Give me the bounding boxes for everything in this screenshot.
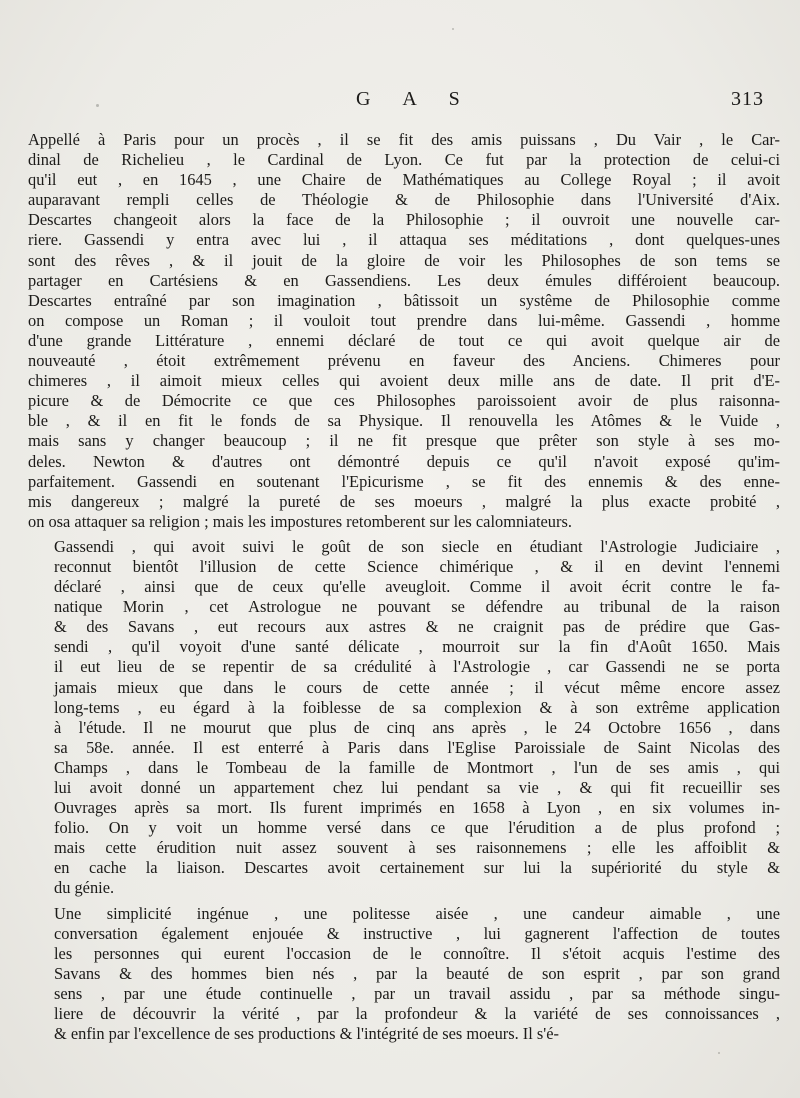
text-line: folio. On y voit un homme versé dans ce que l'érudition a de plus profond ; [54,818,780,838]
paragraph [28,904,780,1045]
text-line: Savans & des hommes bien nés , par la beauté de son esprit , par son grand [54,963,780,983]
text-line: partager en Cartésiens & en Gassendiens. Les deux émules différoient beaucoup. [28,270,780,290]
text-line: d'une grande Littérature , ennemi déclaré de tout ce qui avoit quelque air de [28,330,780,350]
text-line: les personnes qui eurent l'occasion de le connoître. Il s'étoit acquis l'estime des [54,943,780,963]
text-line: Ouvrages après sa mort. Ils furent imprimés en 1658 à Lyon , en six volumes in- [54,798,780,818]
text-line: natique Morin , cet Astrologue ne pouvant se défendre au tribunal de la raison [54,597,780,617]
text-line: Descartes entraîné par son imagination , bâtissoit un systême de Philosophie comme [28,290,780,310]
text-line: jamais mieux que dans le cours de cette année ; il vécut même encore assez [54,677,780,697]
body-text [28,130,780,1044]
print-speck [452,28,454,30]
text-line: Descartes changeoit alors la face de la Philosophie ; il ouvroit une nouvelle car- [28,210,780,230]
running-head [0,88,800,116]
text-line: conversation également enjouée & instructive , lui gagnerent l'affection de toutes [54,923,780,943]
text-line: il eut lieu de se repentir de sa crédulité à l'Astrologie , car Gassendi ne se porta [54,657,780,677]
text-line: lui avoit donné un appartement chez lui pendant sa vie , & qui fit recueillir ses [54,778,780,797]
text-line: sendi , qu'il voyoit d'une santé délicate , mourroit sur la fin d'Août 1650. Mais [54,637,780,657]
print-speck [96,104,99,107]
text-line: mis dangereux ; malgré la pureté de ses moeurs , malgré la plus exacte probité , [28,491,780,511]
text-line: & des Savans , eut recours aux astres & ne craignit pas de prédire que Gas- [54,617,780,637]
text-line: on osa attaquer sa religion ; mais les impostures retomberent sur les calomniateurs. [28,511,572,531]
text-line: sa 58e. année. Il est enterré à Paris dans l'Eglise Paroissiale de Saint Nicolas des [54,737,780,757]
text-line: nouveauté , étoit extrêmement prévenu en faveur des Anciens. Chimeres pour [28,351,780,371]
text-line: à l'étude. Il ne mourut que plus de cinq ans après , le 24 Octobre 1656 , dans [54,717,780,737]
text-line: picure & de Démocrite ce que ces Philosophes paroissoient avoir de plus raisonna- [28,391,780,411]
page-number: 313 [731,88,764,110]
running-title: G A S [356,88,474,110]
text-line: du génie. [54,878,115,898]
paragraph [28,130,780,532]
text-line: en cache la liaison. Descartes avoit certainement sur lui la supériorité du style & [54,858,780,878]
text-line: sont des rêves , & il jouit de la gloire de voir les Philosophes de son tems se [28,250,780,270]
print-speck [718,1052,720,1054]
text-line: parfaitement. Gassendi en soutenant l'Epicurisme , se fit des ennemis & des enne- [28,471,780,491]
text-line: mais sans y changer beaucoup ; il ne fit presque que prêter son style à ses mo- [28,431,780,451]
text-line: Champs , dans le Tombeau de la famille de Montmort , l'un de ses amis , qui [54,757,780,777]
text-line: sens , par une étude continuelle , par un travail assidu , par sa méthode singu- [54,983,780,1003]
text-line: déclaré , ainsi que de ceux qu'elle aveugloit. Comme il avoit écrit contre le fa- [54,577,780,597]
text-line: ble , & il en fit le fonds de sa Physique. Il renouvella les Atômes & le Vuide , [28,411,780,431]
text-line: riere. Gassendi y entra avec lui , il attaqua ses méditations , dont quelques-unes [28,230,780,250]
text-line: dinal de Richelieu , le Cardinal de Lyon. Ce fut par la protection de celui-ci [28,150,780,170]
text-line: auparavant rempli celles de Théologie & de Philosophie dans l'Université d'Aix. [28,190,780,210]
text-line: Appellé à Paris pour un procès , il se fit des amis puissans , Du Vair , le Car- [28,130,780,149]
text-line: deles. Newton & d'autres ont démontré depuis ce qu'il n'avoit exposé qu'im- [28,451,780,471]
text-line: long-tems , eu égard à la foiblesse de sa complexion & à son extrême application [54,697,780,717]
text-line: on compose un Roman ; il vouloit tout prendre dans lui-même. Gassendi , homme [28,310,780,330]
text-line: reconnut bientôt l'illusion de cette Science chimérique , & il en devint l'ennemi [54,556,780,576]
text-line: & enfin par l'excellence de ses productions & l'intégrité de ses moeurs. Il s'é- [54,1024,559,1044]
text-line: qu'il eut , en 1645 , une Chaire de Mathématiques au College Royal ; il avoit [28,170,780,190]
text-line: Gassendi , qui avoit suivi le goût de son siecle en étudiant l'Astrologie Judiciaire , [54,536,780,556]
text-line: Une simplicité ingénue , une politesse aisée , une candeur aimable , une [54,903,780,923]
text-line: chimeres , il aimoit mieux celles qui avoient deux mille ans de date. Il prit d'E- [28,371,780,391]
paragraph [28,537,780,899]
text-line: liere de découvrir la vérité , par la profondeur & la variété de ses connoissances , [54,1004,780,1024]
text-line: mais cette érudition nuit assez souvent à ses raisonnemens ; elle les affoiblit & [54,838,780,858]
